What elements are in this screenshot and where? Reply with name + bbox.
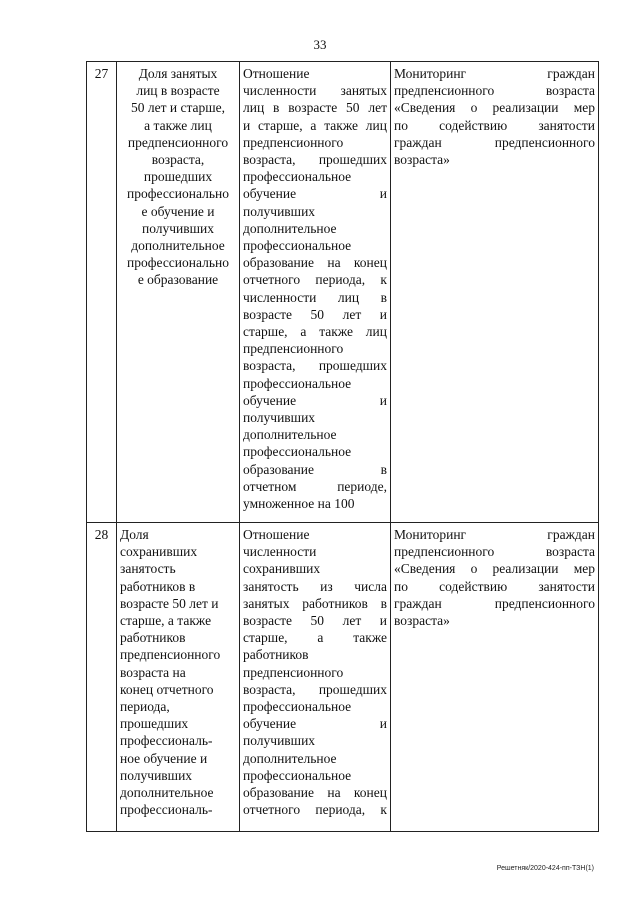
row-number: 28	[94, 527, 109, 542]
text-line: и старше, а также лиц	[243, 117, 387, 133]
text-line: профессионально	[127, 186, 229, 202]
text-line: граждан предпенсионного	[394, 134, 595, 150]
row-number: 27	[94, 66, 109, 81]
text-line: занятость	[120, 561, 176, 577]
indicators-table	[86, 61, 599, 832]
text-line: умноженное на 100	[243, 496, 355, 512]
text-line: граждан предпенсионного	[394, 595, 595, 611]
text-line: конец отчетного	[120, 681, 214, 697]
data-source-cell	[391, 62, 599, 523]
text-line: возраста на	[120, 664, 186, 680]
text-line: е образование	[137, 272, 219, 288]
text-line: занятых работников в	[243, 595, 387, 611]
table-row	[87, 523, 599, 832]
calculation-method-cell	[240, 62, 391, 523]
text-line: старше, а также	[243, 630, 387, 646]
text-line: «Сведения о реализации мер	[394, 100, 595, 116]
text-line: работников в	[120, 578, 196, 594]
text-line: получивших	[243, 733, 316, 749]
text-line: «Сведения о реализации мер	[394, 561, 595, 577]
text-line: дополнительное	[243, 220, 337, 236]
text-line: профессиональное	[243, 375, 352, 391]
text-line: профессиональное	[243, 169, 352, 185]
text-line: обучение и	[243, 716, 387, 732]
text-line: профессиональное	[243, 699, 352, 715]
text-line: получивших	[120, 767, 193, 783]
text-line: Отношение	[243, 66, 310, 81]
text-line: обучение и	[243, 392, 387, 408]
text-line: предпенсионного возраста	[394, 83, 595, 99]
text-line: старше, а также лиц	[243, 324, 387, 340]
text-line: предпенсионного	[127, 134, 229, 150]
text-line: дополнительное	[131, 238, 225, 254]
text-line: работников	[243, 647, 309, 663]
text-line: Доля занятых	[138, 66, 218, 81]
text-line: предпенсионного	[120, 647, 221, 663]
text-line: обучение и	[243, 186, 387, 202]
text-line: профессиональное	[243, 238, 352, 254]
text-line: е обучение и	[141, 203, 215, 219]
text-line: дополнительное	[120, 785, 214, 801]
text-line: численности занятых	[243, 83, 387, 99]
text-line: прошедших	[143, 169, 213, 185]
row-number-cell	[87, 523, 117, 832]
text-line: 50 лет и старше,	[130, 100, 226, 116]
text-line: отчетного периода, к	[243, 272, 387, 288]
text-line: возрасте 50 лет и	[243, 613, 387, 629]
text-line: прошедших	[120, 716, 189, 732]
row-number-cell	[87, 62, 117, 523]
text-line: профессиональное	[243, 767, 352, 783]
text-line: работников	[120, 630, 186, 646]
text-line: получивших	[141, 220, 215, 236]
indicator-name-cell	[117, 62, 240, 523]
text-line: сохранивших	[120, 544, 198, 560]
text-line: возраста, прошедших	[243, 358, 387, 374]
text-line: лиц в возрасте	[136, 83, 220, 99]
text-line: предпенсионного	[243, 664, 344, 680]
indicator-name-cell	[117, 523, 240, 832]
text-line: возраста»	[394, 152, 450, 168]
text-line: профессионально	[127, 255, 229, 271]
text-line: возраста, прошедших	[243, 681, 387, 697]
text-line: занятость из числа	[243, 578, 387, 594]
text-line: образование в	[243, 461, 387, 477]
page-number: 33	[313, 37, 327, 52]
data-source-cell	[391, 523, 599, 832]
text-line: дополнительное	[243, 427, 337, 443]
text-line: численности	[243, 544, 317, 560]
text-line: сохранивших	[243, 561, 321, 577]
text-line: профессиональное	[243, 444, 352, 460]
text-line: численности лиц в	[243, 289, 387, 305]
text-line: предпенсионного	[243, 134, 344, 150]
document-reference: Решетняк/2020-424-пп-ТЗН(1)	[496, 865, 594, 872]
text-line: возраста,	[151, 152, 205, 168]
text-line: отчетном периоде,	[243, 478, 387, 494]
text-line: ное обучение и	[120, 750, 208, 766]
text-line: образование на конец	[243, 255, 387, 271]
text-line: отчетного периода, к	[243, 802, 387, 818]
text-line: возрасте 50 лет и	[243, 306, 387, 322]
text-line: возраста»	[394, 613, 450, 629]
text-line: дополнительное	[243, 750, 337, 766]
text-line: образование на конец	[243, 785, 387, 801]
text-line: получивших	[243, 410, 316, 426]
text-line: возрасте 50 лет и	[120, 595, 219, 611]
text-line: Отношение	[243, 527, 310, 542]
text-line: получивших	[243, 203, 316, 219]
text-line: Мониторинг граждан	[394, 66, 595, 81]
text-line: предпенсионного возраста	[394, 544, 595, 560]
text-line: по содействию занятости	[394, 578, 595, 594]
calculation-method-cell	[240, 523, 391, 832]
text-line: по содействию занятости	[394, 117, 595, 133]
text-line: старше, а также	[120, 613, 212, 629]
text-line: профессиональ-	[120, 733, 213, 749]
text-line: Мониторинг граждан	[394, 527, 595, 542]
text-line: профессиональ-	[120, 802, 213, 818]
text-line: Доля	[120, 527, 149, 542]
text-line: а также лиц	[144, 117, 212, 133]
text-line: лиц в возрасте 50 лет	[243, 100, 387, 116]
text-line: периода,	[120, 699, 170, 715]
text-line: возраста, прошедших	[243, 152, 387, 168]
table-row	[87, 62, 599, 523]
text-line: предпенсионного	[243, 341, 344, 357]
